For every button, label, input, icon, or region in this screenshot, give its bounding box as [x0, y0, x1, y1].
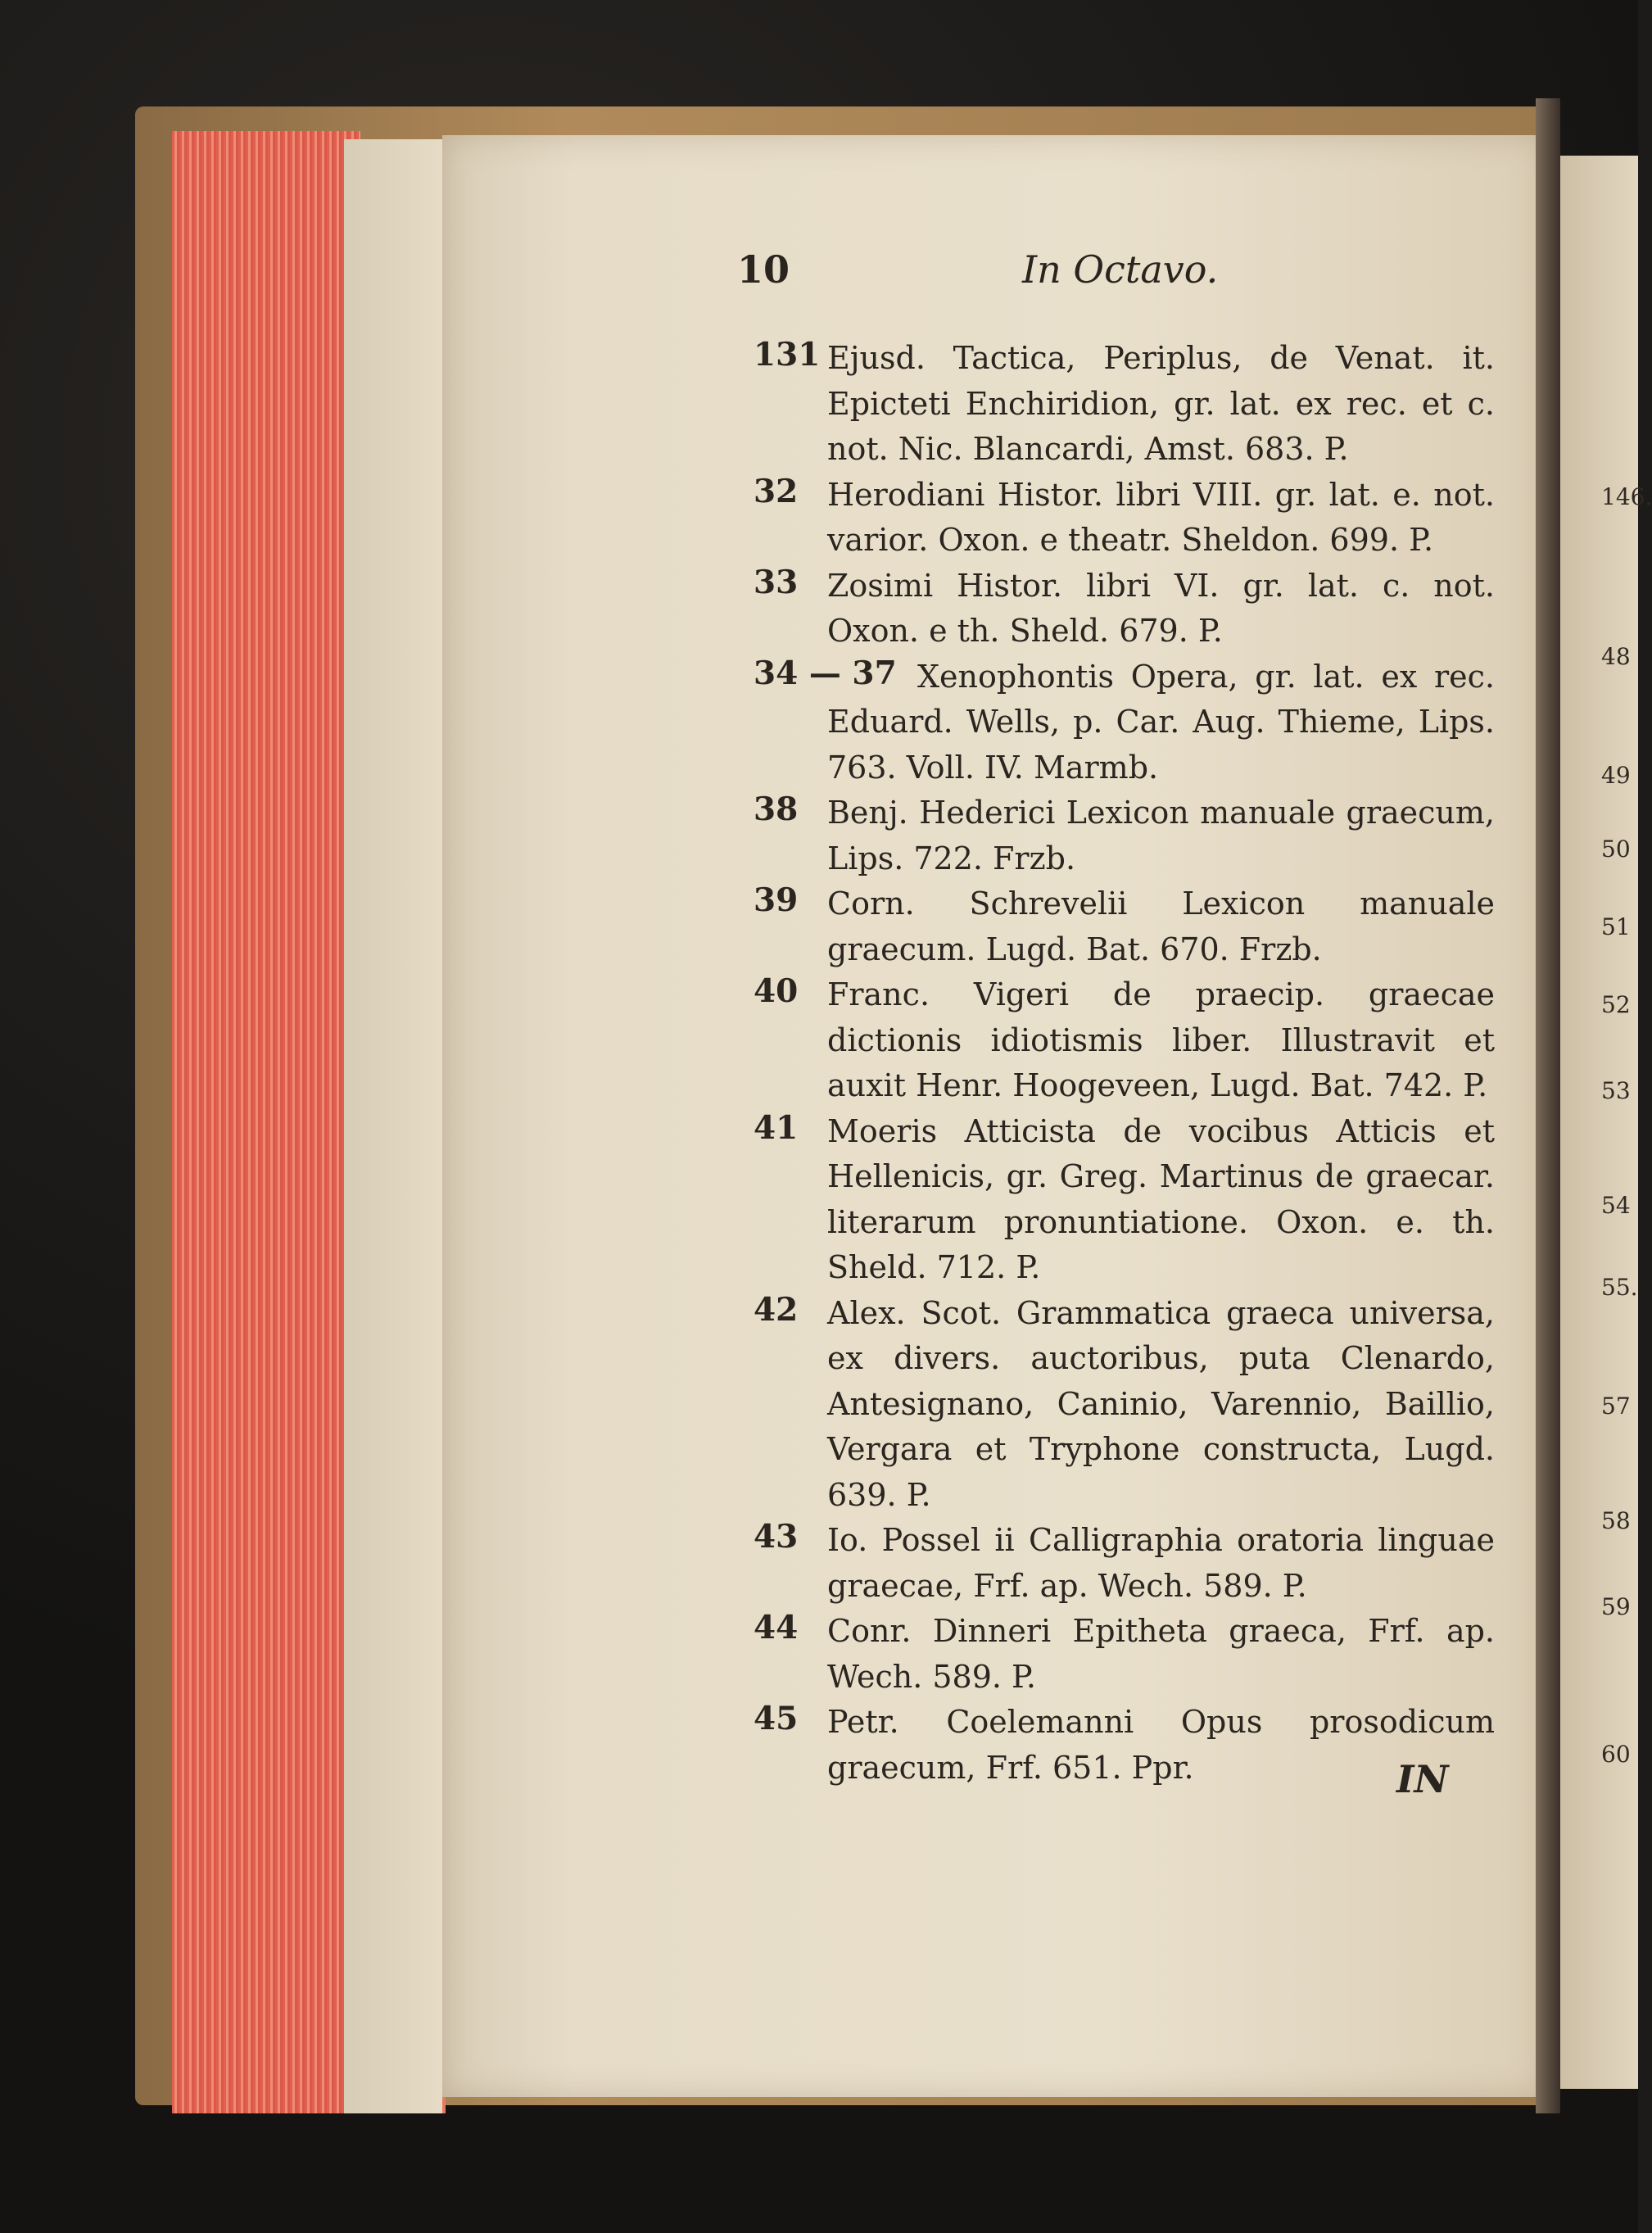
entry-number: 34 — 37	[754, 654, 897, 692]
entry-number: 45	[754, 1700, 799, 1737]
catalog-entry	[754, 790, 1495, 881]
entry-text: Franc. Vigeri de praecip. graecae dictionis idiotismis liber. Illustravit et auxit Henr. Hoogeveen, Lugd. Bat. 742. P.	[827, 976, 1495, 1103]
facing-page-number: 58	[1601, 1507, 1631, 1534]
facing-page-number: 59	[1601, 1593, 1631, 1620]
catalog-entry	[754, 1108, 1495, 1291]
entry-number: 43	[754, 1518, 799, 1556]
catalog-entry	[754, 654, 1495, 791]
entry-number: 39	[754, 881, 799, 919]
entry-number: 32	[754, 472, 799, 510]
entry-number: 33	[754, 563, 799, 601]
entry-text: Zosimi Histor. libri VI. gr. lat. c. not. Oxon. e th. Sheld. 679. P.	[827, 567, 1495, 649]
facing-page-numbers	[1601, 0, 1652, 2233]
running-title: In Octavo.	[1022, 247, 1219, 292]
catalog-entry	[754, 472, 1495, 564]
facing-page-number: 60	[1601, 1741, 1631, 1768]
page-number: 10	[737, 247, 790, 292]
book-gutter	[1536, 98, 1560, 2113]
entry-text: Corn. Schrevelii Lexicon manuale graecum. Lugd. Bat. 670. Frzb.	[827, 886, 1495, 967]
entry-number: 38	[754, 790, 799, 828]
facing-page-number: 51	[1601, 913, 1631, 940]
entry-number: 42	[754, 1290, 799, 1329]
catalog-entry	[754, 1700, 1495, 1791]
entry-text: Ejusd. Tactica, Periplus, de Venat. it. Epicteti Enchiridion, gr. lat. ex rec. et c. not. Nic. Blancardi, Amst. 683. P.	[827, 340, 1495, 467]
facing-page-number: 53	[1601, 1077, 1631, 1104]
facing-page-number: 49	[1601, 762, 1631, 789]
entry-number: 44	[754, 1609, 799, 1646]
entry-text: Io. Possel ii Calligraphia oratoria linguae graecae, Frf. ap. Wech. 589. P.	[827, 1522, 1495, 1604]
entry-text: Xenophontis Opera, gr. lat. ex rec. Eduard. Wells, p. Car. Aug. Thieme, Lips. 763. Voll. IV. Marmb.	[827, 658, 1495, 786]
catchword: IN	[1396, 1757, 1449, 1801]
entry-text: Moeris Atticista de vocibus Atticis et Hellenicis, gr. Greg. Martinus de graecar. literarum pronuntiatione. Oxon. e. th. Sheld. 712. P.	[827, 1112, 1495, 1285]
entry-number: 131	[754, 336, 821, 374]
facing-page-number: 50	[1601, 836, 1631, 863]
entry-text: Petr. Coelemanni Opus prosodicum graecum, Frf. 651. Ppr.	[827, 1704, 1495, 1786]
left-page-edge	[344, 139, 446, 2113]
red-page-edges	[172, 131, 360, 2113]
entry-text: Conr. Dinneri Epitheta graeca, Frf. ap. Wech. 589. P.	[827, 1613, 1495, 1695]
entry-text: Alex. Scot. Grammatica graeca universa, ex divers. auctoribus, puta Clenardo, Antesignano, Caninio, Varennio, Baillio, Vergara et Tryphone constructa, Lugd. 639. P.	[827, 1294, 1495, 1513]
facing-page-number: 57	[1601, 1393, 1631, 1420]
catalog-entry	[754, 1518, 1495, 1609]
catalog-entry	[754, 972, 1495, 1109]
catalog-entry	[754, 563, 1495, 654]
catalog-entry	[754, 881, 1495, 972]
catalog-entries	[754, 336, 1495, 1791]
catalog-entry	[754, 336, 1495, 473]
facing-page-number: 54	[1601, 1192, 1631, 1219]
facing-page-number: 55.	[1601, 1274, 1638, 1301]
catalog-entry	[754, 1609, 1495, 1700]
facing-page-number: 52	[1601, 991, 1631, 1018]
entry-text: Herodiani Histor. libri VIII. gr. lat. e. not. varior. Oxon. e theatr. Sheldon. 699. P.	[827, 476, 1495, 558]
facing-page-number: 48	[1601, 643, 1631, 670]
catalog-entry	[754, 1290, 1495, 1519]
entry-text: Benj. Hederici Lexicon manuale graecum, Lips. 722. Frzb.	[827, 795, 1495, 876]
entry-number: 40	[754, 972, 799, 1010]
entry-number: 41	[754, 1108, 799, 1147]
facing-page-number: 146.	[1601, 483, 1652, 510]
